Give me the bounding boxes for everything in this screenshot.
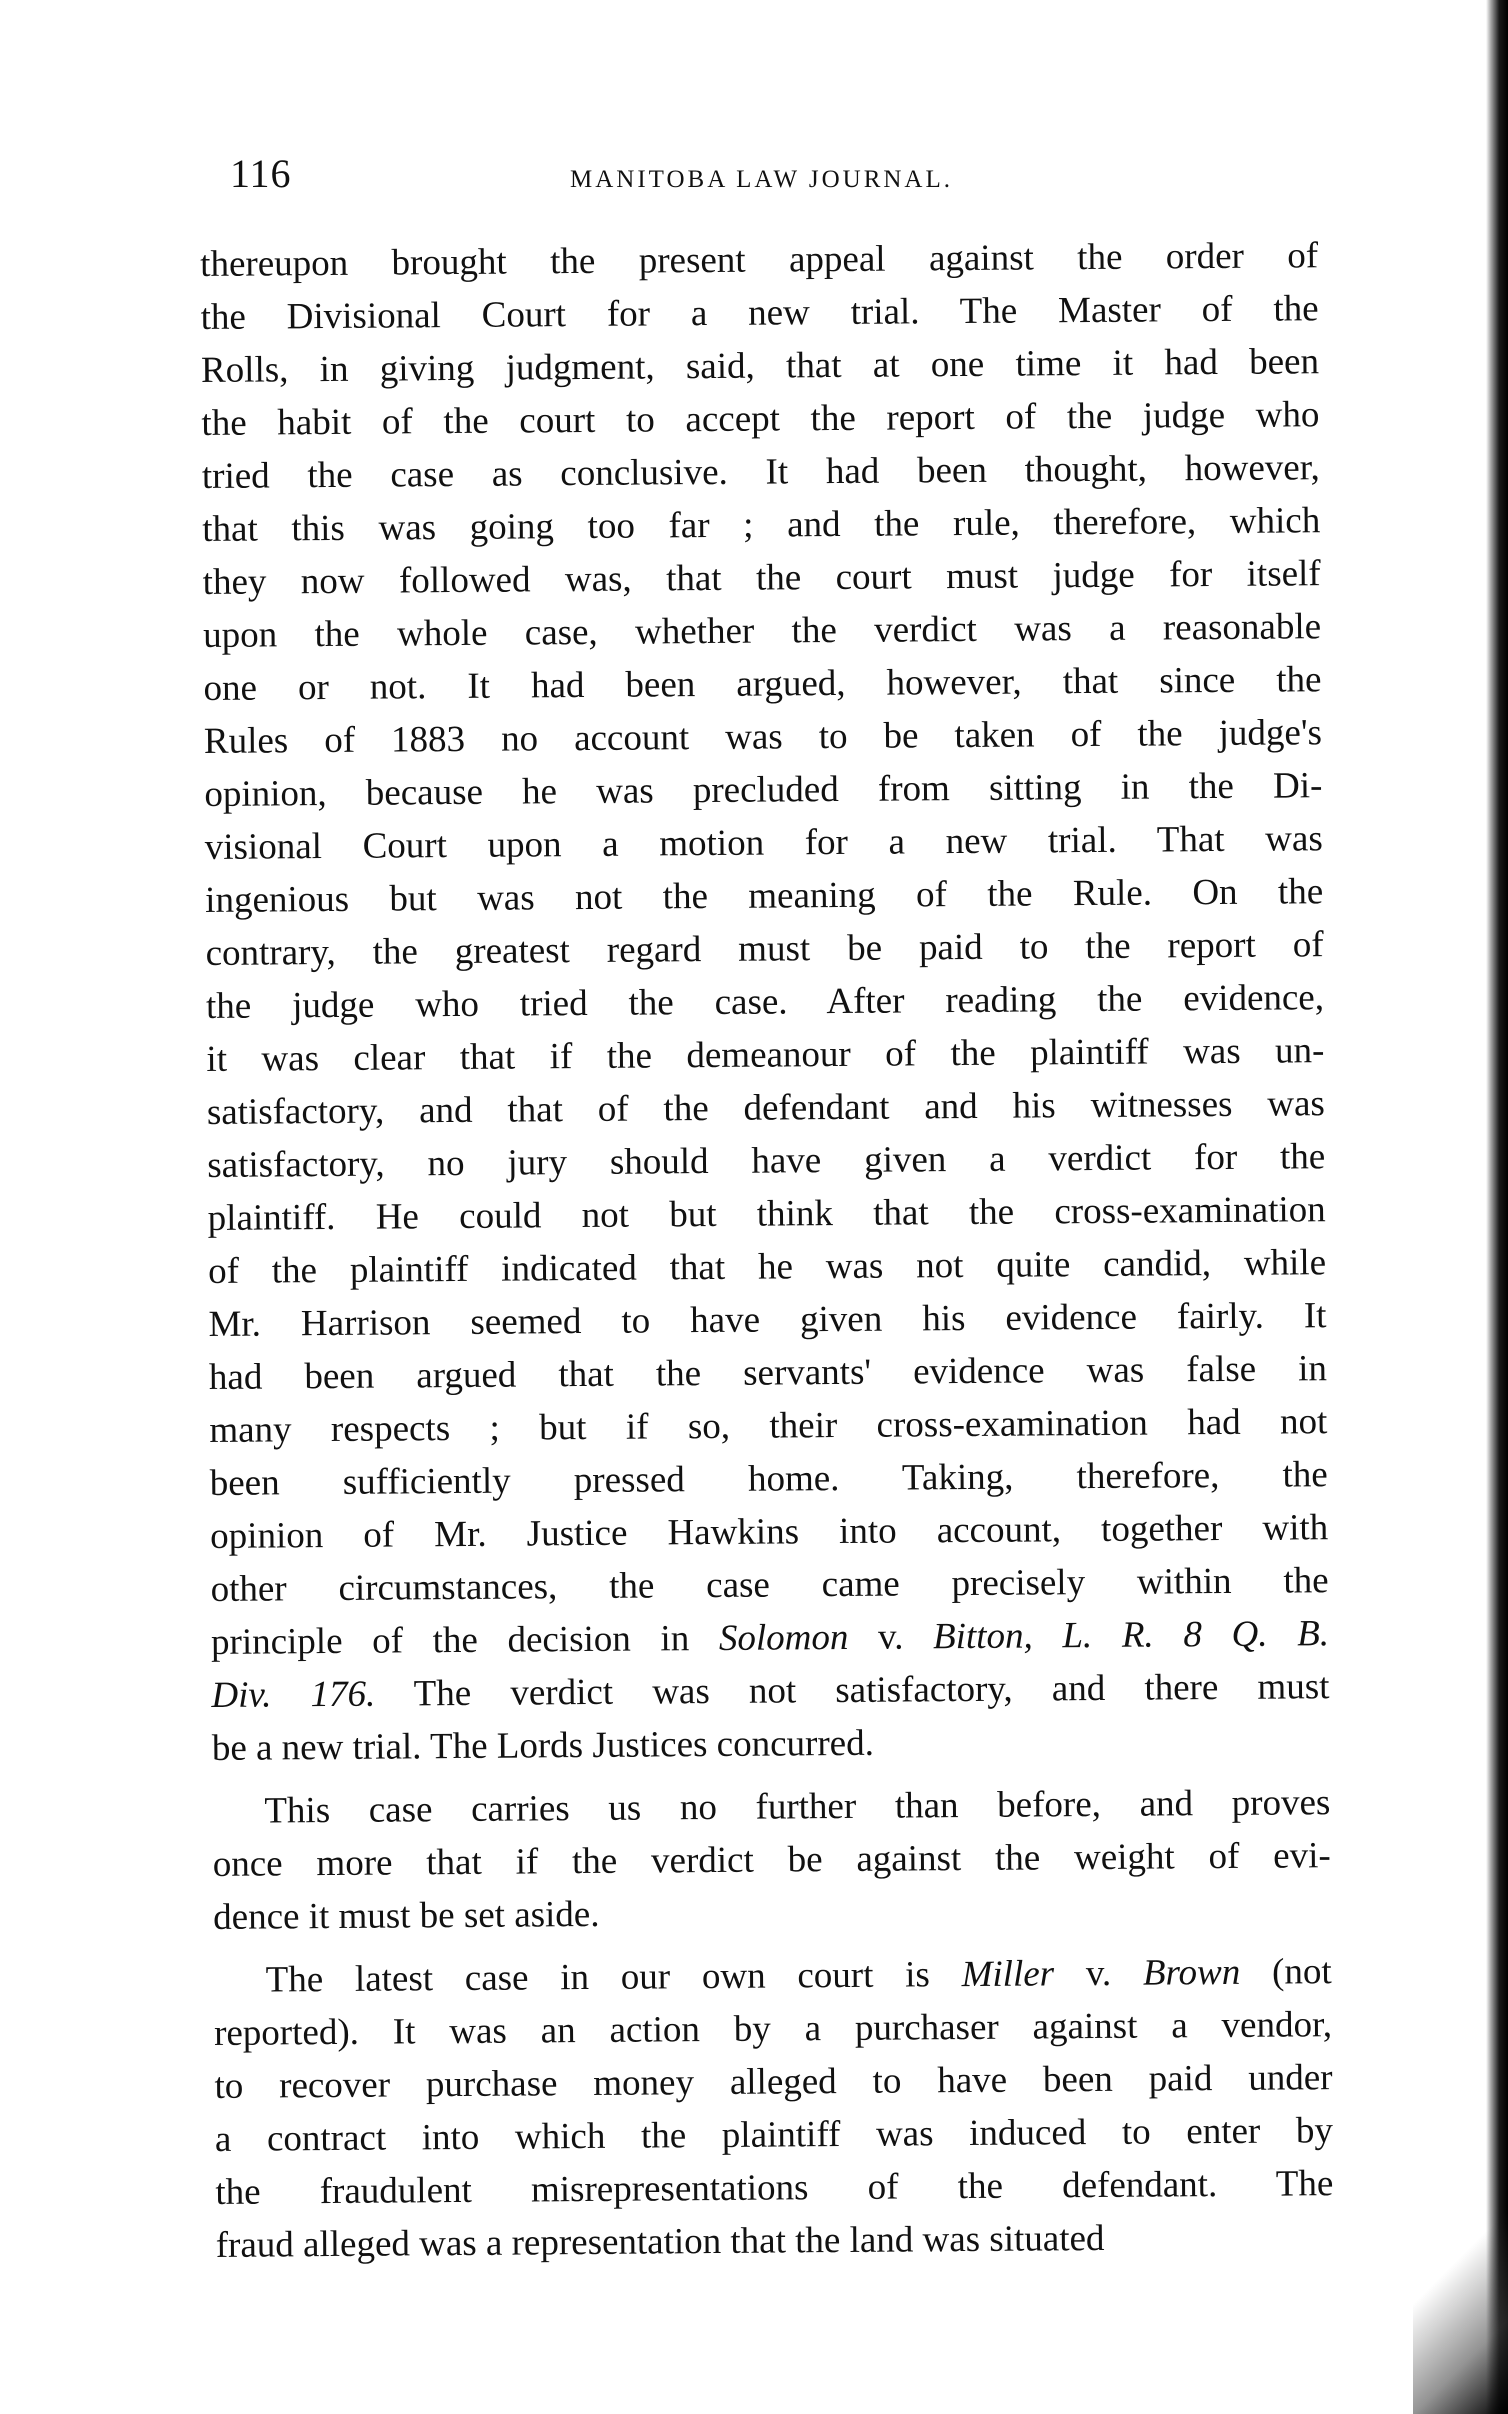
text-line — [205, 812, 1323, 874]
italic-text: Bitton, L. R. 8 Q. B. — [932, 1613, 1330, 1658]
italic-text: Miller — [961, 1953, 1055, 1996]
text-run: been sufficiently pressed home. Taking, therefore, the — [209, 1454, 1328, 1504]
text-line — [201, 388, 1319, 450]
text-line — [210, 1448, 1328, 1510]
text-run: opinion, because he was precluded from sitting in the Di- — [204, 765, 1323, 815]
text-run: reported). It was an action by a purchaser against a vendor, — [213, 2004, 1333, 2054]
italic-text: Brown — [1142, 1951, 1241, 1994]
italic-text: Div. 176. — [211, 1673, 376, 1716]
text-line — [206, 1024, 1324, 1086]
text-line — [209, 1342, 1327, 1404]
text-run: The latest case in our own court is — [265, 1954, 962, 2001]
scan-corner-shadow — [1413, 2194, 1508, 2414]
text-line — [207, 1077, 1325, 1139]
text-line — [210, 1554, 1328, 1616]
text-run: to recover purchase money alleged to have been paid under — [214, 2057, 1333, 2107]
text-run: tried the case as conclusive. It had been thought, however, — [201, 447, 1320, 497]
text-run: Rules of 1883 no account was to be taken of the judge's — [203, 712, 1323, 762]
text-run: satisfactory, and that of the defendant and his witnesses was — [206, 1083, 1325, 1133]
paragraph-2 — [212, 1776, 1331, 1944]
text-run: once more that if the verdict be against the weight of evi- — [212, 1835, 1331, 1885]
text-run: many respects ; but if so, their cross-examination had not — [209, 1401, 1328, 1451]
text-run: a contract into which the plaintiff was induced to enter by — [214, 2110, 1334, 2160]
text-line — [208, 1236, 1326, 1298]
text-line — [210, 1501, 1328, 1563]
text-line — [207, 1130, 1325, 1192]
text-run: one or not. It had been argued, however, that since the — [203, 659, 1322, 709]
text-line — [200, 282, 1318, 344]
page-number: 116 — [230, 151, 292, 196]
text-line — [214, 2051, 1332, 2113]
text-line — [203, 600, 1321, 662]
text-line — [211, 1660, 1329, 1722]
text-run: dence it must be set aside. — [213, 1893, 600, 1938]
text-line — [213, 1882, 1331, 1944]
text-line — [201, 335, 1319, 397]
body-text — [200, 229, 1334, 2272]
text-line — [212, 1713, 1330, 1775]
text-run: visional Court upon a motion for a new trial. That was — [204, 818, 1323, 868]
text-run: satisfactory, no jury should have given a verdict for the — [207, 1136, 1326, 1186]
text-line — [215, 2157, 1333, 2219]
text-run: contrary, the greatest regard must be paid to the report of — [205, 924, 1324, 974]
text-run: the Divisional Court for a new trial. The Master of the — [200, 288, 1319, 338]
text-line — [204, 706, 1322, 768]
text-line — [214, 1998, 1332, 2060]
text-run: of the plaintiff indicated that he was not quite candid, while — [207, 1242, 1327, 1292]
text-line — [209, 1395, 1327, 1457]
text-line — [204, 759, 1322, 821]
text-line — [200, 229, 1318, 291]
text-run: ingenious but was not the meaning of the Rule. On the — [205, 871, 1324, 921]
text-run: the judge who tried the case. After reading the evidence, — [205, 977, 1325, 1027]
text-line — [212, 1776, 1330, 1838]
text-line — [202, 547, 1320, 609]
text-run: principle of the decision in — [210, 1617, 720, 1663]
text-run: fraud alleged was a representation that the land was situated — [215, 2217, 1105, 2266]
text-run: This case carries us no further than before, and proves — [264, 1782, 1331, 1832]
text-run: that this was going too far ; and the rule, therefore, which — [202, 500, 1321, 550]
text-run: the fraudulent misrepresentations of the defendant. The — [215, 2163, 1334, 2213]
paragraph-3 — [213, 1945, 1333, 2272]
text-line — [207, 1183, 1325, 1245]
text-line — [213, 1829, 1331, 1891]
scan-edge-shadow — [1486, 0, 1508, 2414]
text-run: other circumstances, the case came precisely within the — [210, 1560, 1329, 1610]
text-run: v. — [848, 1616, 934, 1658]
paragraph-1 — [200, 229, 1330, 1775]
text-run: v. — [1053, 1952, 1144, 1995]
text-run: (not — [1240, 1951, 1332, 1993]
page-header — [230, 150, 1030, 210]
text-run: the habit of the court to accept the report of the judge who — [201, 394, 1320, 444]
text-run: they now followed was, that the court must judge for itself — [202, 553, 1321, 603]
text-run: had been argued that the servants' evidence was false in — [208, 1348, 1328, 1398]
italic-text: Solomon — [718, 1616, 849, 1659]
text-run: plaintiff. He could not but think that the cross-examination — [207, 1189, 1326, 1239]
running-head: MANITOBA LAW JOURNAL. — [570, 166, 953, 193]
text-run: opinion of Mr. Justice Hawkins into account, together with — [210, 1507, 1329, 1557]
text-line — [205, 865, 1323, 927]
text-run: The verdict was not satisfactory, and there must — [375, 1666, 1330, 1715]
text-line — [202, 441, 1320, 503]
text-line — [211, 1607, 1329, 1669]
text-line — [202, 494, 1320, 556]
text-line — [208, 1289, 1326, 1351]
text-line — [213, 1945, 1331, 2007]
text-line — [216, 2210, 1334, 2272]
text-line — [203, 653, 1321, 715]
text-run: thereupon brought the present appeal against the order of — [200, 235, 1319, 285]
text-run: upon the whole case, whether the verdict was a reasonable — [202, 606, 1322, 656]
text-run: be a new trial. The Lords Justices concurred. — [211, 1722, 875, 1769]
text-run: Mr. Harrison seemed to have given his evidence fairly. It — [208, 1295, 1327, 1345]
text-run: it was clear that if the demeanour of the plaintiff was un- — [206, 1030, 1325, 1080]
text-line — [205, 918, 1323, 980]
text-line — [206, 971, 1324, 1033]
text-run: Rolls, in giving judgment, said, that at one time it had been — [200, 341, 1320, 391]
text-line — [215, 2104, 1333, 2166]
